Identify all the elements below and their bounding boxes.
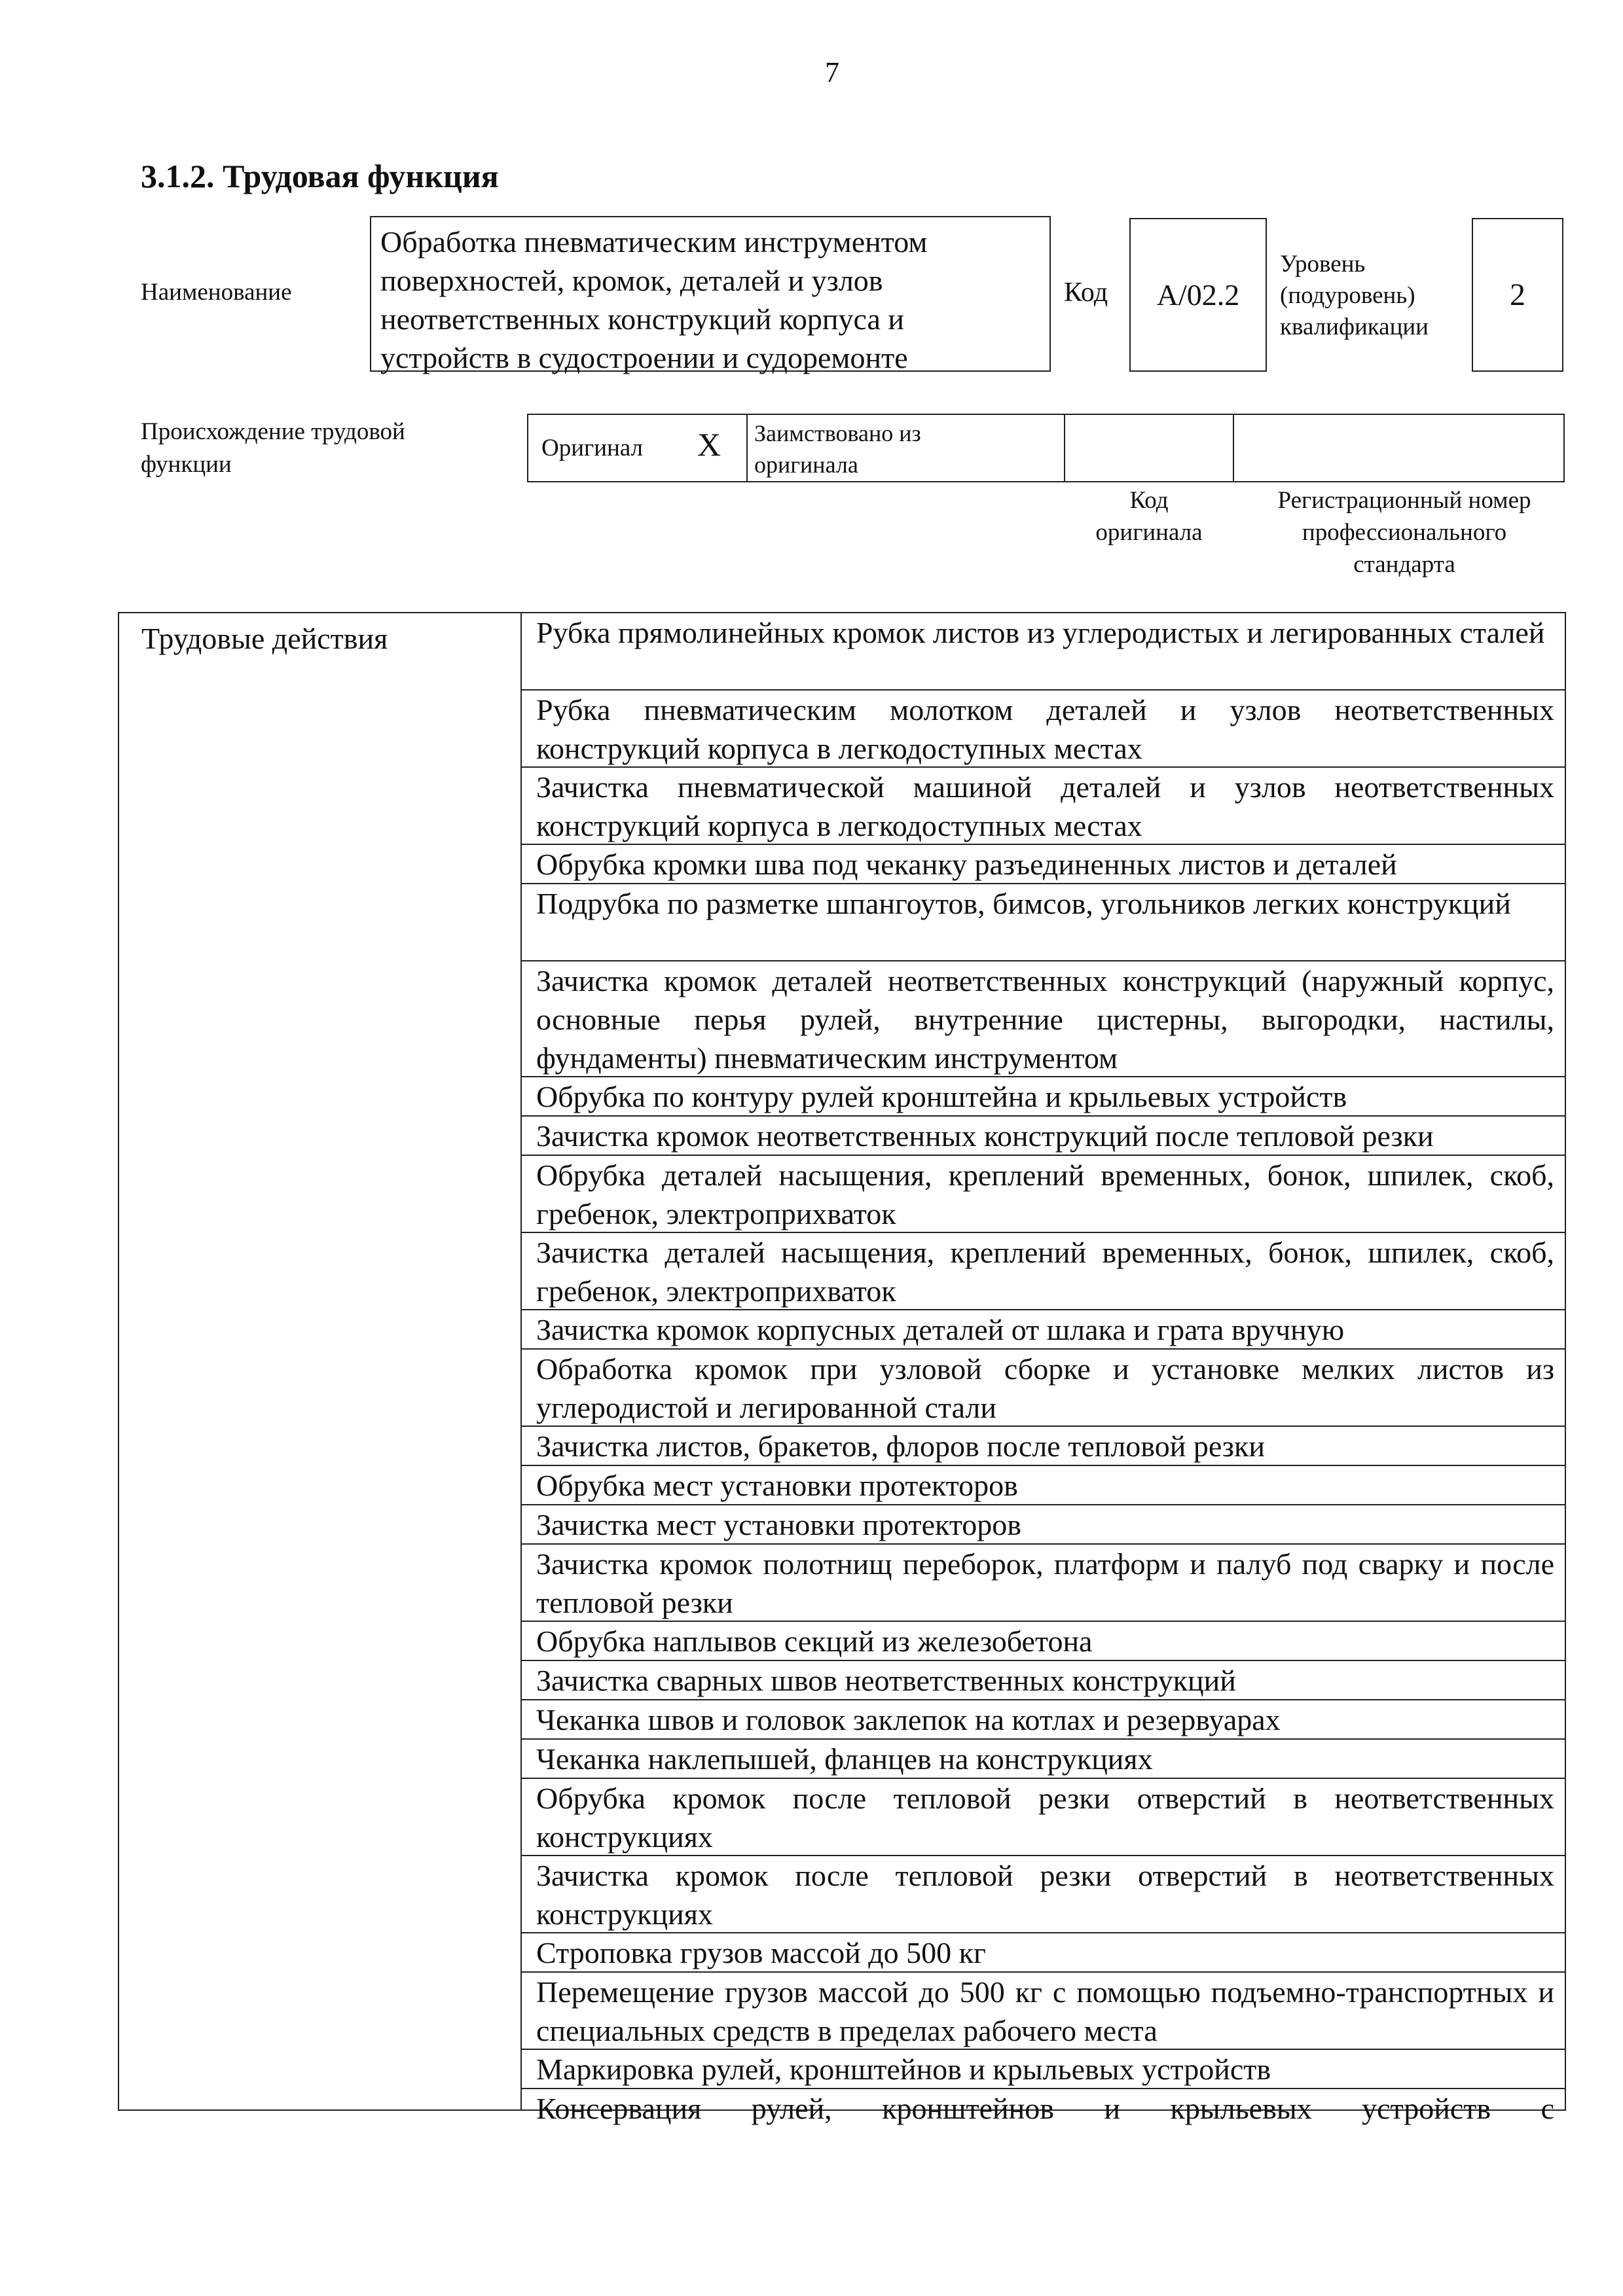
- level-label-line: (подуровень): [1280, 282, 1415, 309]
- labor-action-row: Обрубка наплывов секций из железобетона: [522, 1622, 1565, 1661]
- labor-action-row: Перемещение грузов массой до 500 кг с помощью подъемно-транспортных и специальных средств в пределах рабочего места: [522, 1973, 1565, 2050]
- labor-action-row: Зачистка кромок корпусных деталей от шлака и грата вручную: [522, 1310, 1565, 1350]
- origin-label-line: функции: [141, 451, 232, 478]
- labor-action-row: Зачистка кромок деталей неответственных конструкций (наружный корпус, основные перья рулей, внутренние цистерны, выгородки, настилы, фундаменты) пневматическим инструментом: [522, 961, 1565, 1077]
- section-title: 3.1.2. Трудовая функция: [141, 158, 499, 194]
- original-x-mark: X: [697, 426, 721, 463]
- labor-action-row: Зачистка кромок после тепловой резки отверстий в неответственных конструкциях: [522, 1856, 1565, 1933]
- name-label: Наименование: [141, 279, 292, 306]
- labor-action-row: Обрубка по контуру рулей кронштейна и крыльевых устройств: [522, 1077, 1565, 1117]
- caption-line: Код: [1129, 487, 1169, 514]
- origin-reg-number-cell: [1234, 415, 1563, 481]
- labor-action-row: Подрубка по разметке шпангоутов, бимсов, угольников легких конструкций: [522, 884, 1565, 961]
- labor-actions-table: [118, 612, 1566, 2125]
- origin-borrowed-line: оригинала: [754, 452, 858, 478]
- code-value: A/02.2: [1156, 278, 1240, 312]
- labor-action-row: Чеканка швов и головок заклепок на котлах и резервуарах: [522, 1700, 1565, 1740]
- labor-action-row: Зачистка листов, бракетов, флоров после тепловой резки: [522, 1427, 1565, 1466]
- qualification-level-box: [1472, 218, 1563, 372]
- qualification-level-value: 2: [1510, 278, 1525, 312]
- origin-borrowed-cell: [748, 415, 1065, 481]
- labor-action-row: Обрубка кромок после тепловой резки отверстий в неответственных конструкциях: [522, 1779, 1565, 1856]
- labor-action-row: Обработка кромок при узловой сборке и установке мелких листов из углеродистой и легированной стали: [522, 1350, 1565, 1427]
- labor-action-row: Рубка пневматическим молотком деталей и узлов неответственных конструкций корпуса в легкодоступных местах: [522, 691, 1565, 768]
- function-name-value: Обработка пневматическим инструментом поверхностей, кромок, деталей и узлов неответственных конструкций корпуса и устройств в судостроении и судоремонте: [380, 225, 928, 374]
- origin-label-line: Происхождение трудовой: [141, 418, 405, 445]
- labor-actions-list: [522, 613, 1565, 2128]
- origin-table: [527, 414, 1565, 482]
- labor-action-row: Обрубка мест установки протекторов: [522, 1466, 1565, 1505]
- labor-action-row: Зачистка мест установки протекторов: [522, 1505, 1565, 1545]
- labor-action-row: Зачистка кромок полотнищ переборок, платформ и палуб под сварку и после тепловой резки: [522, 1545, 1565, 1622]
- labor-action-row: Обрубка кромки шва под чеканку разъединенных листов и деталей: [522, 845, 1565, 884]
- labor-action-row: Рубка прямолинейных кромок листов из углеродистых и легированных сталей: [522, 613, 1565, 691]
- labor-action-row: Консервация рулей, кронштейнов и крыльевых устройств с: [536, 2092, 1554, 2125]
- caption-line: стандарта: [1353, 551, 1455, 578]
- origin-code-cell: [1065, 415, 1234, 481]
- origin-borrowed-line: Заимствовано из: [754, 420, 921, 446]
- labor-actions-label-cell: [119, 613, 522, 2109]
- original-code-caption: [1064, 484, 1234, 548]
- labor-action-row: Зачистка сварных швов неответственных конструкций: [522, 1661, 1565, 1700]
- code-label: Код: [1064, 278, 1108, 308]
- labor-action-row: Маркировка рулей, кронштейнов и крыльевых устройств: [522, 2050, 1565, 2089]
- origin-label: [141, 416, 405, 481]
- level-label-line: Уровень: [1280, 251, 1366, 278]
- labor-action-row: Зачистка пневматической машиной деталей и узлов неответственных конструкций корпуса в легкодоступных местах: [522, 768, 1565, 845]
- origin-original-label: Оригинал: [541, 435, 644, 461]
- page-number: 7: [825, 56, 839, 88]
- qualification-level-label: [1280, 249, 1429, 343]
- caption-line: оригинала: [1095, 519, 1203, 546]
- registration-number-caption: [1241, 484, 1568, 581]
- labor-action-row: Зачистка кромок неответственных конструкций после тепловой резки: [522, 1117, 1565, 1156]
- labor-action-row: Строповка грузов массой до 500 кг: [522, 1933, 1565, 1973]
- code-box: [1129, 218, 1267, 372]
- labor-action-row: Зачистка деталей насыщения, креплений временных, бонок, шпилек, скоб, гребенок, электроприхваток: [522, 1233, 1565, 1310]
- level-label-line: квалификации: [1280, 314, 1429, 340]
- labor-action-row: Чеканка наклепышей, фланцев на конструкциях: [522, 1740, 1565, 1779]
- labor-action-row: Обрубка деталей насыщения, креплений временных, бонок, шпилек, скоб, гребенок, электроприхваток: [522, 1156, 1565, 1233]
- function-name-box: [370, 216, 1051, 372]
- labor-actions-label: Трудовые действия: [141, 622, 388, 655]
- caption-line: Регистрационный номер: [1277, 487, 1531, 514]
- caption-line: профессионального: [1302, 519, 1507, 546]
